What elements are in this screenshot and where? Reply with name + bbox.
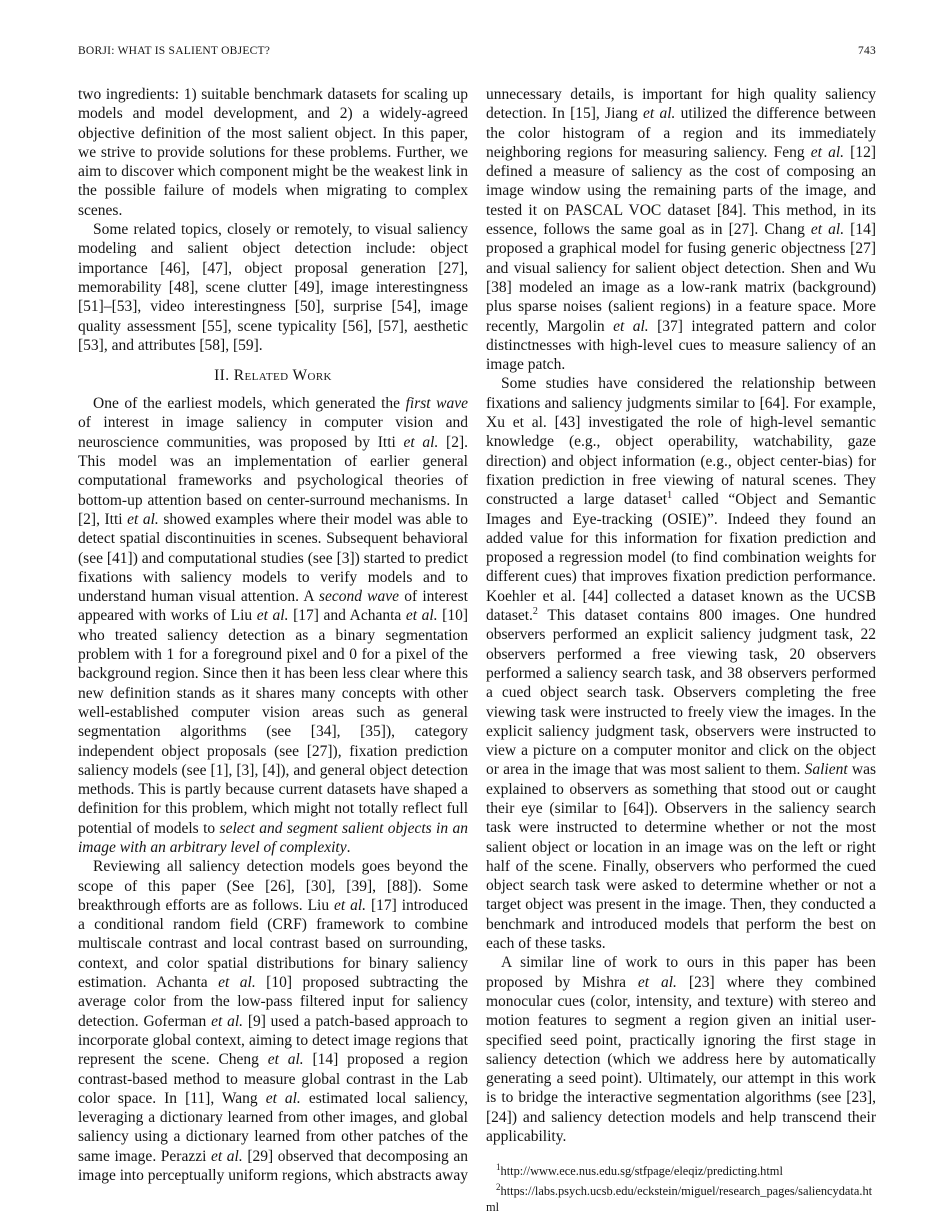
text-segment: . — [346, 838, 351, 856]
paragraph — [486, 85, 876, 374]
text-segment: estimated local saliency, leveraging a dictionary learned from other images, and global saliency using a dictionary learned from other patches of the same image. Perazzi — [78, 1089, 468, 1165]
text-segment: unnecessary details, is important for high quality saliency detection. In [15], Jiang — [486, 86, 876, 123]
paragraph — [486, 953, 876, 1146]
text-segment: of interest in image saliency in computer vision and neuroscience communities, was proposed by Itti — [78, 414, 468, 451]
text-segment: second wave — [318, 588, 400, 606]
text-segment: A similar line of work to ours in this paper has been proposed by Mishra — [486, 954, 876, 991]
text-segment: [10] who treated saliency detection as a binary segmentation problem with 1 for a foreground pixel and 0 for a pixel of the background region. Since then it has been less clear where this new definition stands as it shares many concepts with other well-established computer vision areas such as general segmentation algorithms (see [34], [35]), category independent object proposals (see [27]), fixation prediction saliency models (see [1], [3], [4]), and general object detection methods. This is partly because current datasets have shaped a definition for this problem, which might not totally reflect full potential of models to — [78, 607, 468, 837]
footnote — [486, 1180, 876, 1215]
text-segment: [14] proposed a graphical model for fusing generic objectness [27] and visual saliency for salient object detection. Shen and Wu [38] modeled an image as a low-rank matrix (background) plus sparse noises (salient regions) in a feature space. More recently, Margolin — [486, 221, 876, 335]
text-segment: et al. — [211, 1012, 244, 1030]
text-segment: et al. — [127, 510, 159, 528]
text-segment: of interest appeared with works of Liu — [78, 588, 468, 625]
text-segment: [9] used a patch-based approach to incorporate global context, aiming to detect image regions that represent the scene. Cheng — [78, 1012, 469, 1069]
paragraph — [486, 374, 876, 953]
text-segment: [23] where they combined monocular cues (color, intensity, and texture) with stereo and motion features to segment a region given an initial user-specified seed point, practically ignoring the first stage in saliency detection (which we address here by automatically generating a seed point). Ultimately, our attempt in this work is to bridge the interactive segmentation algorithms (see [23], [24]) and saliency detection models and help transcend their applicability. — [486, 973, 876, 1146]
text-segment: [17] introduced a conditional random field (CRF) framework to combine multiscale contrast and local contrast based on surrounding, context, and color spatial distributions for binary saliency estimation. Achanta — [78, 896, 468, 992]
text-segment: Salient — [804, 761, 848, 779]
text-segment: et al. — [256, 607, 289, 625]
running-title: BORJI: WHAT IS SALIENT OBJECT? — [78, 45, 271, 57]
footnotes — [486, 1160, 876, 1215]
text-segment: was explained to observers as something that stood out or caught their eye (similar to [64]). Observers in the saliency search task were instructed to determine whether or not the most salient object or location in an image was on the left or right half of the scene. Finally, observers who performed the cued object search task were asked to determine whether or not a target object was present in the image. Then, they conducted a benchmark and introduced models that perform the best on each of these tasks. — [486, 761, 876, 953]
text-segment: et al. — [218, 974, 256, 992]
paragraph — [78, 85, 468, 220]
text-segment: et al. — [334, 896, 367, 914]
text-segment: et al. — [211, 1147, 243, 1165]
text-segment: et al. — [267, 1051, 304, 1069]
text-segment: et al. — [810, 143, 845, 161]
text-segment: [2]. This model was an implementation of earlier general computational frameworks and psychological theories of bottom-up attention based on center-surround mechanisms. In [2], Itti — [78, 433, 469, 528]
paragraph — [78, 857, 468, 1185]
text-segment: [14] proposed a region contrast-based method to measure global contrast in the Lab color space. In [11], Wang — [78, 1051, 468, 1107]
paragraph — [78, 394, 468, 857]
text-segment: [12] defined a measure of saliency as the cost of composing an image window using the remaining parts of the image, and tested it on PASCAL VOC dataset [84]. This method, in its essence, follows the same goal as in [27]. Chang — [486, 143, 877, 239]
text-segment: Some studies have considered the relationship between fixations and saliency judgments similar to [64]. For example, Xu et al. [43] investigated the role of high-level semantic knowledge (e.g., object operability, watchability, gaze direction) and object information (e.g., object center-bias) for fixation prediction in free viewing of natural scenes. They constructed a large dataset — [486, 375, 876, 509]
footnote-reference-marker: 2 — [532, 605, 538, 617]
text-segment: utilized the difference between the color histogram of a region and its immediately neighboring regions for measuring saliency. Feng — [486, 105, 877, 161]
footnote-text: https://labs.psych.ucsb.edu/eckstein/miguel/research_pages/saliencydata.html — [486, 1184, 873, 1214]
text-segment: [10] proposed subtracting the average color from the low-pass filtered input for saliency detection. Goferman — [78, 974, 468, 1030]
footnote-text: http://www.ece.nus.edu.sg/stfpage/eleqiz/predicting.html — [500, 1164, 783, 1179]
text-segment: Reviewing all saliency detection models goes beyond the scope of this paper (See [26], [30], [39], [88]). Some breakthrough efforts are as follows. Liu — [78, 858, 468, 914]
section-heading: II. Related Work — [214, 367, 332, 385]
text-segment: showed examples where their model was able to detect spatial discontinuities in scenes. Subsequent behavioral (see [41]) and computational studies (see [3]) started to predict fixations with saliency models to verify models and to understand human visual attention. A — [78, 510, 469, 606]
text-segment: et al. — [637, 973, 677, 991]
text-segment: et al. — [265, 1089, 301, 1107]
footnote-marker: 2 — [496, 1182, 501, 1193]
text-segment: [29] observed that decomposing an image into perceptually uniform regions, which abstracts away — [78, 1147, 468, 1185]
text-segment: This dataset contains 800 images. One hundred observers performed an explicit saliency judgment task, 22 observers performed a free viewing task, 20 observers performed a saliency search task, and 38 observers performed a cued object search task. Observers completing the free viewing task were instructed to freely view the images. In the explicit saliency judgment task, observers were instructed to view a picture on a computer monitor and click on the object or area in the image that was most salient to them. — [486, 607, 876, 779]
text-segment: [37] integrated pattern and color distinctnesses with high-level cues to measure saliency of an image patch. — [486, 317, 876, 374]
text-segment: called “Object and Semantic Images and Eye-tracking (OSIE)”. Indeed they found an added value for this information for fixation prediction and proposed a regression model (to find combination weights for different cues) that improves fixation prediction performance. Koehler et al. [44] collected a dataset known as the UCSB dataset. — [486, 491, 876, 625]
footnote-marker: 1 — [496, 1162, 501, 1173]
text-segment: et al. — [810, 221, 845, 239]
text-segment: et al. — [643, 105, 676, 123]
text-segment: two ingredients: 1) suitable benchmark datasets for scaling up models and model development, and 2) a widely-agreed objective definition of the most salient object. In this paper, we strive to provide solutions for these problems. Further, we aim to discover which component might be the weakest link in the possible failure of models when migrating to complex scenes. — [78, 86, 468, 219]
page-number: 743 — [858, 45, 876, 57]
two-column-body — [78, 85, 876, 1215]
text-segment: et al. — [405, 607, 438, 625]
text-segment: One of the earliest models, which generated the — [93, 395, 406, 413]
footnote-reference-marker: 1 — [667, 490, 673, 502]
paragraph — [78, 220, 468, 355]
text-segment: [17] and Achanta — [288, 607, 406, 625]
text-segment: first wave — [405, 395, 468, 413]
left-column — [78, 85, 468, 1215]
text-segment: et al. — [403, 433, 439, 451]
running-head — [78, 45, 876, 57]
text-segment: select and segment salient objects in an image with an arbitrary level of complexity — [78, 819, 468, 856]
right-column — [486, 85, 876, 1215]
text-segment: Some related topics, closely or remotely, to visual saliency modeling and salient object detection include: object importance [46], [47], object proposal generation [27], memorability [48], scene clutter [49], image interestingness [51]–[53], video interestingness [50], surprise [54], image quality assessment [55], scene typicality [56], [57], aesthetic [53], and attributes [58], [59]. — [78, 221, 468, 354]
text-segment: et al. — [613, 317, 649, 335]
footnote — [486, 1160, 876, 1180]
